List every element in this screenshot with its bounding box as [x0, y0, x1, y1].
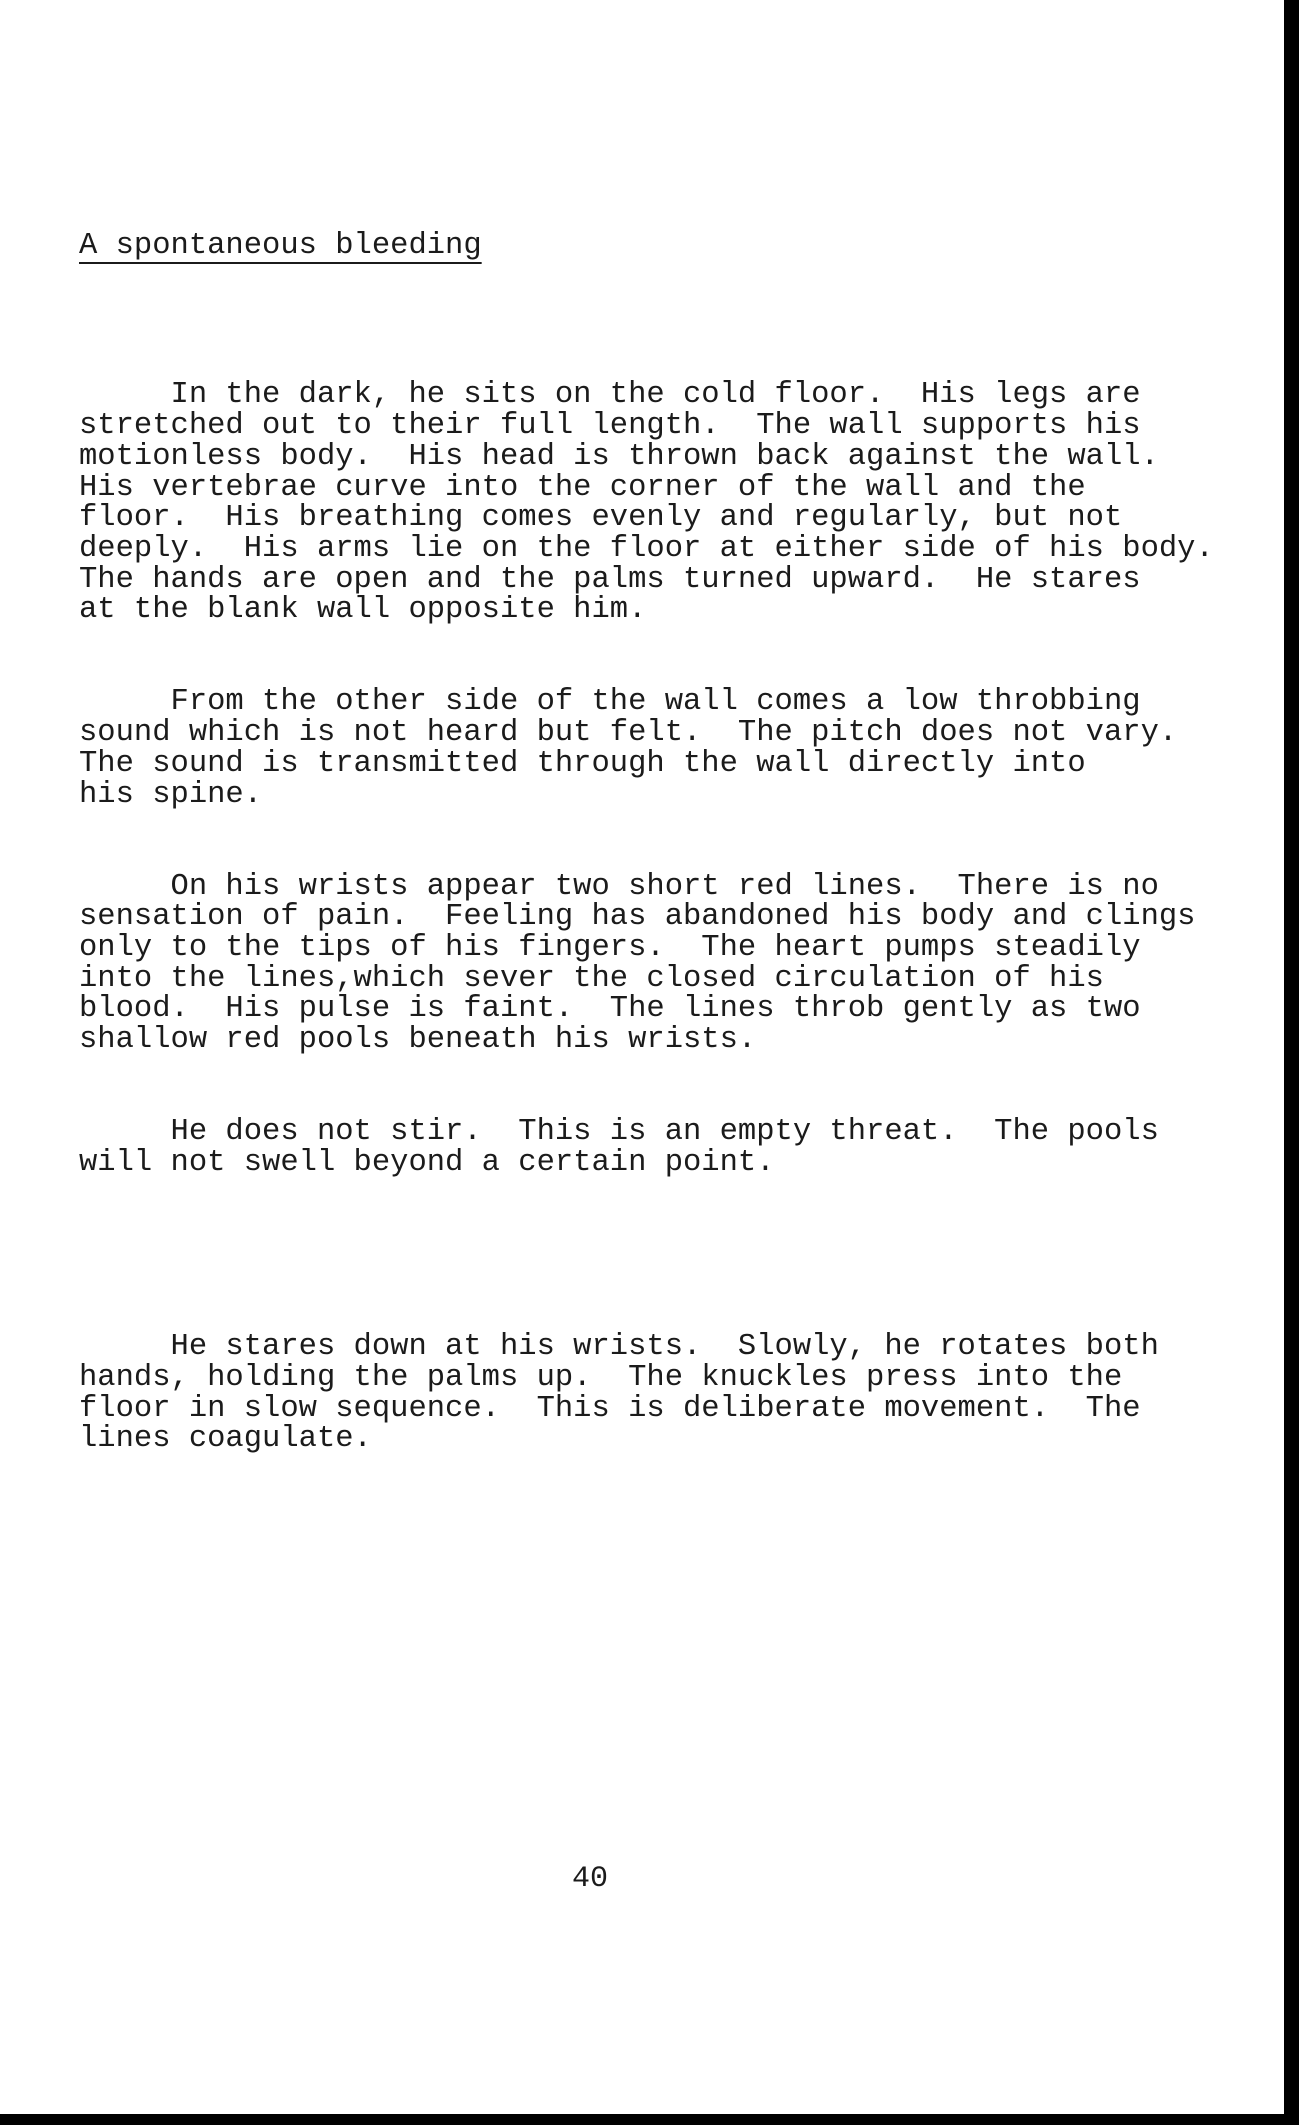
paragraph: He stares down at his wrists. Slowly, he rotates both hands, holding the palms up. The knuckles press into the floor in slow sequence. This is deliberate movement. The lines coagulate.	[79, 1330, 1159, 1457]
paragraph: On his wrists appear two short red lines. There is no sensation of pain. Feeling has abandoned his body and clings only to the tips of his fingers. The heart pumps steadily into the lines,which sever the closed circulation of his blood. His pulse is faint. The lines throb gently as two shallow red pools beneath his wrists.	[79, 869, 1196, 1058]
story-title: A spontaneous bleeding	[79, 229, 482, 263]
paragraph: From the other side of the wall comes a low throbbing sound which is not heard but felt. The pitch does not vary. The sound is transmitted through the wall directly into his spine.	[79, 685, 1178, 812]
story-body	[79, 319, 1214, 1516]
paragraph: He does not stir. This is an empty threat. The pools will not swell beyond a certain point.	[79, 1115, 1159, 1180]
paragraph: In the dark, he sits on the cold floor. His legs are stretched out to their full length. The wall supports his motionless body. His head is thrown back against the wall. His vertebrae curve into the corner of the wall and the floor. His breathing comes evenly and regularly, but not deeply. His arms lie on the floor at either side of his body. The hands are open and the palms turned upward. He stares at the blank wall opposite him.	[79, 378, 1214, 628]
page-number: 40	[571, 1862, 608, 1896]
blank-line	[79, 1240, 1214, 1271]
